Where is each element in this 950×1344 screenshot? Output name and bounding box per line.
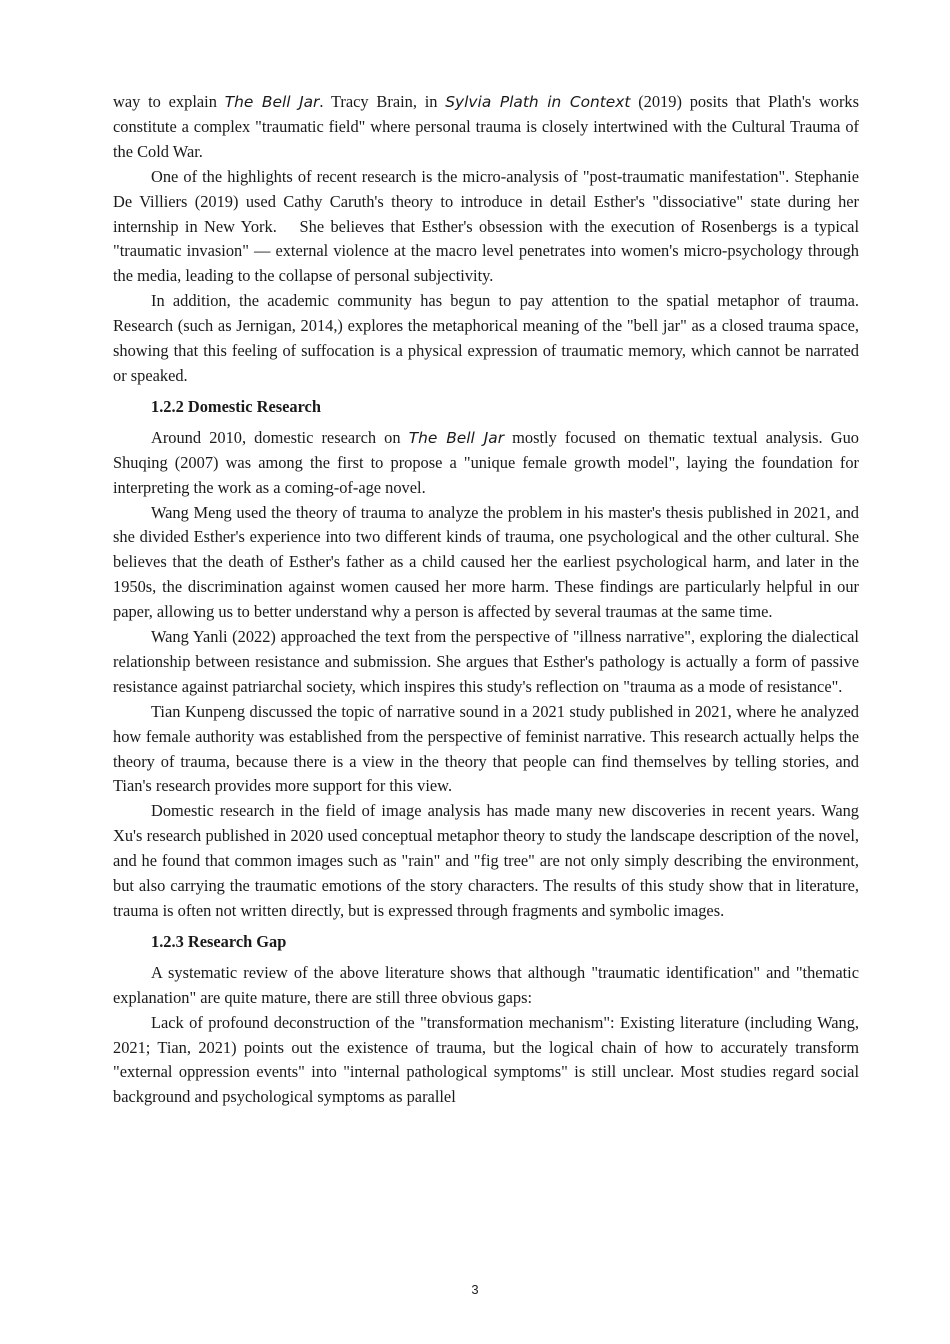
section-heading-domestic-research: 1.2.2 Domestic Research xyxy=(151,396,321,416)
book-title: The Bell Jar xyxy=(408,428,505,447)
page-body xyxy=(113,90,859,1110)
paragraph: Wang Meng used the theory of trauma to analyze the problem in his master's thesis published in 2021, and she divided Esther's experience into two different kinds of trauma, one psychological and the other cultural. She believes that the death of Esther's father as a child caused her the earliest psychological harm, and later in the 1950s, the discrimination against women caused her more harm. These findings are particularly helpful in our paper, allowing us to better understand why a person is affected by several traumas at the same time. xyxy=(113,502,859,622)
book-title: The Bell Jar xyxy=(224,93,320,111)
paragraph xyxy=(113,426,859,501)
text-run: mostly focused on thematic textual analysis. Guo Shuqing (2007) was among the first to propose a "unique female growth model", laying the foundation for interpreting the work as a coming-of-age novel. xyxy=(113,427,859,497)
text-run: (2019) posits that Plath's works constitute a complex "traumatic field" where personal trauma is closely intertwined with the Cultural Trauma of the Cold War. xyxy=(113,92,860,161)
paragraph: One of the highlights of recent research is the micro-analysis of "post-traumatic manifestation". Stephanie De Villiers (2019) used Cathy Caruth's theory to introduce in detail Esther's "dissociative" state during her internship in New York. She believes that Esther's obsession with the execution of Rosenbergs is a typical "traumatic invasion" — external violence at the macro level penetrates into women's micro-psychology through the media, leading to the collapse of personal subjectivity. xyxy=(113,166,859,286)
paragraph: Tian Kunpeng discussed the topic of narrative sound in a 2021 study published in 2021, where he analyzed how female authority was established from the perspective of feminist narrative. This research actually helps the theory of trauma, because there is a view in the theory that people can find themselves by telling stories, and Tian's research provides more support for this view. xyxy=(113,701,859,796)
page-number: 3 xyxy=(471,1282,479,1297)
paragraph: In addition, the academic community has begun to pay attention to the spatial metaphor of trauma. Research (such as Jernigan, 2014,) explores the metaphorical meaning of the "bell jar" as a closed trauma space, showing that this feeling of suffocation is a physical expression of traumatic memory, which cannot be narrated or speaked. xyxy=(113,291,859,385)
text-run: . Tracy Brain, in xyxy=(319,92,446,111)
paragraph: A systematic review of the above literature shows that although "traumatic identification" and "thematic explanation" are quite mature, there are still three obvious gaps: xyxy=(113,962,859,1007)
section-heading-research-gap: 1.2.3 Research Gap xyxy=(151,931,287,951)
paragraph: Wang Yanli (2022) approached the text from the perspective of "illness narrative", exploring the dialectical relationship between resistance and submission. She argues that Esther's pathology is actually a form of passive resistance against patriarchal society, which inspires this study's reflection on "trauma as a mode of resistance". xyxy=(113,627,859,696)
paragraph-continuation xyxy=(113,90,859,165)
book-title: Sylvia Plath in Context xyxy=(445,93,631,111)
text-run: Around 2010, domestic research on xyxy=(151,427,409,447)
paragraph: Domestic research in the field of image analysis has made many new discoveries in recent years. Wang Xu's research published in 2020 used conceptual metaphor theory to study the landscape description of the novel, and he found that common images such as "rain" and "fig tree" are not only simply describing the environment, but also carrying the traumatic emotions of the story characters. The results of this study show that in literature, trauma is often not written directly, but is expressed through fragments and symbolic images. xyxy=(113,801,859,920)
paragraph: Lack of profound deconstruction of the "transformation mechanism": Existing literature (including Wang, 2021; Tian, 2021) points out the existence of trauma, but the logical chain of how to accurately transform "external oppression events" into "internal pathological symptoms" is still unclear. Most studies regard social background and psychological symptoms as parallel xyxy=(113,1012,859,1107)
text-run: way to explain xyxy=(113,92,225,111)
